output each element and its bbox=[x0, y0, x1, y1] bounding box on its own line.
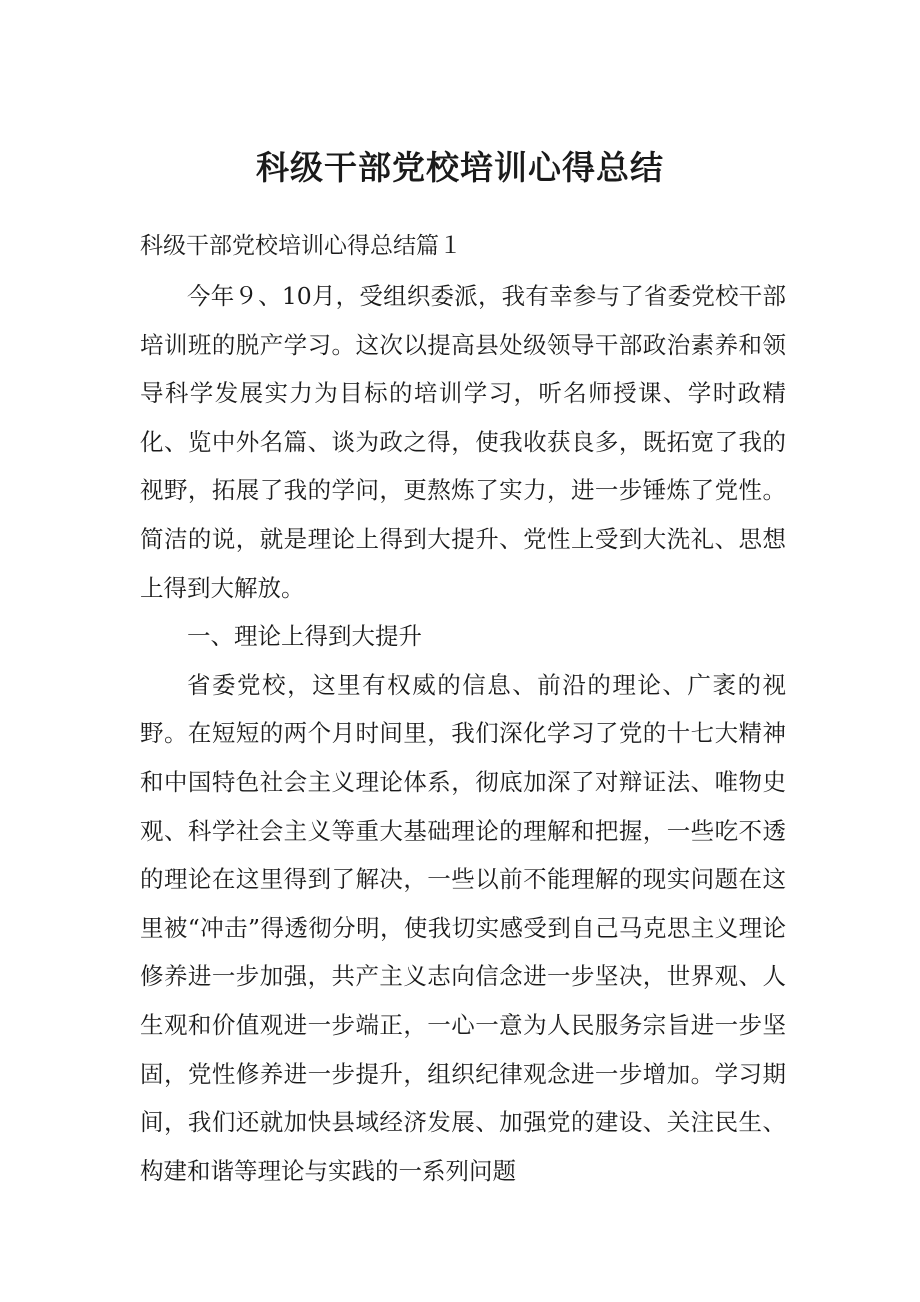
paragraph-theory: 省委党校，这里有权威的信息、前沿的理论、广袤的视野。在短短的两个月时间里，我们深化学习了党的十七大精神和中国特色社会主义理论体系，彻底加深了对辩证法、唯物史观、科学社会主义等重大基础理论的理解和把握，一些吃不透的理论在这里得到了解决，一些以前不能理解的现实问题在这里被“冲击”得透彻分明，使我切实感受到自己马克思主义理论修养进一步加强，共产主义志向信念进一步坚决，世界观、人生观和价值观进一步端正，一心一意为人民服务宗旨进一步坚固，党性修养进一步提升，组织纪律观念进一步增加。学习期间，我们还就加快县域经济发展、加强党的建设、关注民生、构建和谐等理论与实践的一系列问题 bbox=[140, 670, 786, 1185]
paragraph-intro: 今年９、10月，受组织委派，我有幸参与了省委党校干部培训班的脱产学习。这次以提高县处级领导干部政治素养和领导科学发展实力为目标的培训学习，听名师授课、学时政精化、览中外名篇、谈为政之得，使我收获良多，既拓宽了我的视野，拓展了我的学问，更熬炼了实力，进一步锤炼了党性。简洁的说，就是理论上得到大提升、党性上受到大洗礼、思想上得到大解放。 bbox=[140, 282, 786, 602]
document-title: 科级干部党校培训心得总结 bbox=[256, 148, 664, 187]
document-body bbox=[140, 272, 786, 1195]
section-heading: 一、理论上得到大提升 bbox=[187, 622, 422, 651]
document-subtitle: 科级干部党校培训心得总结篇１ bbox=[140, 233, 462, 259]
